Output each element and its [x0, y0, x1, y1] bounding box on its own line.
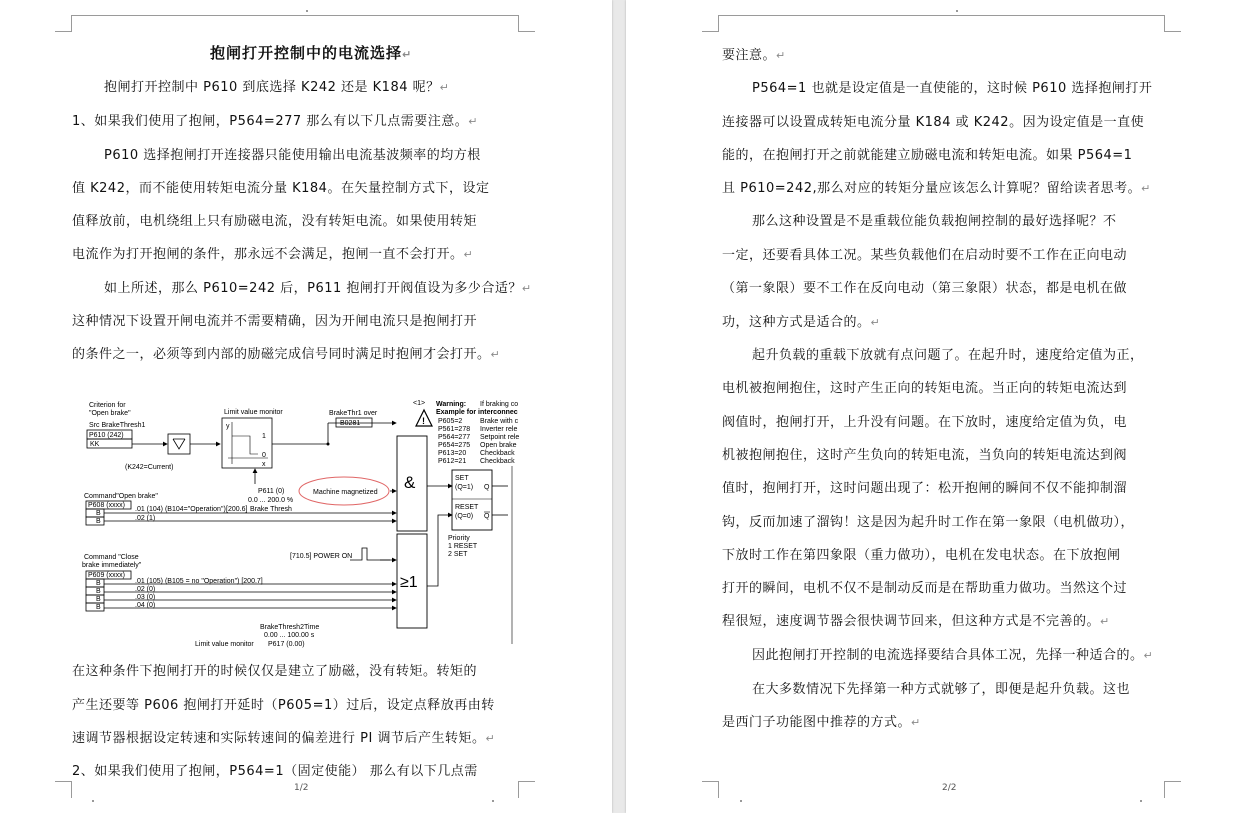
footer-dot — [740, 800, 742, 802]
param-desc: Brake with c — [480, 418, 519, 425]
power-on-label: [710.5] POWER ON — [290, 553, 353, 560]
q-label: Q — [484, 484, 490, 491]
paragraph-line: 起升负载的重载下放就有点问题了。在起升时，速度给定值为正， — [752, 348, 1144, 363]
p609-label: P609 (xxxx) — [88, 572, 125, 579]
corner-mark — [518, 781, 535, 798]
power-on-pulse — [350, 548, 390, 560]
p610-label: P610 (242) — [89, 432, 124, 439]
p608-label: P608 (xxxx) — [88, 502, 125, 509]
warning-number: <1> — [413, 400, 426, 407]
junction-dot — [327, 443, 330, 446]
b-label: B — [96, 588, 101, 595]
paragraph-line: 阀值时，抱闸打开，上升没有问题。在下放时，速度给定值为负，电 — [722, 415, 1128, 430]
x-axis-label: x — [262, 461, 266, 468]
paragraph-line: 2、如果我们使用了抱闸，P564=1（固定使能） 那么有以下几点需 — [72, 764, 478, 779]
b-box — [86, 579, 104, 587]
set-q1-label: (Q=1) — [455, 484, 474, 491]
paragraph-line: 抱闸打开控制中 P610 到底选择 K242 还是 K184 呢？↵ — [104, 80, 450, 95]
function-diagram — [80, 396, 520, 648]
open-02-label: .02 (1) — [135, 515, 156, 522]
param-code: P561=278 — [438, 426, 471, 433]
paragraph-line: 机被抱闸抱住，这时产生负向的转矩电流，当负向的转矩电流达到阀 — [722, 448, 1128, 463]
paragraph-line: 钩，反而加速了溜钩！这是因为起升时工作在第一象限（电机做功）， — [722, 515, 1135, 530]
machine-magnetized-label: Machine magnetized — [313, 489, 378, 496]
src-thresh-label: Src BrakeThresh1 — [89, 422, 146, 429]
header-line — [718, 15, 1164, 16]
paragraph-line: 在这种条件下抱闸打开的时候仅仅是建立了励磁，没有转矩。转矩的 — [72, 664, 478, 679]
paragraph-line: 要注意。↵ — [722, 48, 786, 63]
limit-monitor-label: Limit value monitor — [224, 409, 283, 416]
corner-mark — [1164, 781, 1181, 798]
paragraph-line: 值释放前，电机绕组上只有励磁电流，没有转矩电流。如果使用转矩 — [72, 214, 478, 229]
p617-label: P617 (0.00) — [268, 641, 305, 648]
warning-label: Warning: — [436, 401, 467, 408]
paragraph-line: 这种情况下设置开闸电流并不需要精确，因为开闸电流只是抱闸打开 — [72, 314, 478, 329]
param-desc: Checkback — [480, 450, 515, 457]
corner-mark — [702, 15, 719, 32]
zero-label: 0 — [262, 452, 266, 459]
param-desc: Setpoint rele — [480, 434, 520, 441]
paragraph-line: 的条件之一，必须等到内部的励磁完成信号同时满足时抱闸才会打开。↵ — [72, 347, 501, 362]
document-page-2 — [626, 0, 1233, 813]
paragraph-line: 在大多数情况下先择第一种方式就够了，即便是起升负载。这也 — [752, 682, 1131, 697]
reset-label: RESET — [455, 504, 479, 511]
p611-range-label: 0.0 ... 200.0 % — [248, 497, 294, 504]
open-01-label: .01 (104) (B104="Operation") — [135, 506, 226, 513]
paragraph-line: 一定，还要看具体工况。某些负载他们在启动时要不工作在正向电动 — [722, 248, 1128, 263]
limit-monitor-bottom-label: Limit value monitor — [195, 641, 254, 648]
brakethresh2-label: BrakeThresh2Time — [260, 624, 320, 631]
corner-mark — [702, 781, 719, 798]
paragraph-line: 是西门子功能图中推荐的方式。↵ — [722, 715, 921, 730]
k242-label: (K242=Current) — [125, 464, 174, 471]
b-label: B — [96, 596, 101, 603]
paragraph-line: 电机被抱闸抱住，这时产生正向的转矩电流。当正向的转矩电流达到 — [722, 381, 1128, 396]
document-page-1 — [0, 0, 612, 813]
footer-dot — [1140, 800, 1142, 802]
brake-thresh-label: Brake Thresh — [250, 506, 292, 513]
close-row-label: .01 (105) (B105 = no "Operation") [200.7] — [135, 578, 263, 585]
paragraph-line: P610 选择抱闸打开连接器只能使用输出电流基波频率的均方根 — [104, 148, 481, 163]
header-dot — [956, 10, 958, 12]
paragraph-line: 如上所述，那么 P610=242 后，P611 抱闸打开阀值设为多少合适？↵ — [104, 281, 532, 296]
reset-q0-label: (Q=0) — [455, 513, 474, 520]
b-label: B — [96, 604, 101, 611]
param-desc: Open brake — [480, 442, 517, 449]
b-label: B — [96, 580, 101, 587]
brakethr-over-label: BrakeThr1 over — [329, 410, 378, 417]
abs-block — [168, 434, 190, 454]
qbar-label: Q — [484, 513, 490, 520]
one-label: 1 — [262, 433, 266, 440]
header-line — [71, 15, 518, 16]
page-number: 1/2 — [294, 783, 309, 793]
paragraph-line: 因此抱闸打开控制的电流选择要结合具体工况，先择一种适合的。↵ — [752, 648, 1154, 663]
paragraph-line: 值 K242，而不能使用转矩电流分量 K184。在矢量控制方式下，设定 — [72, 181, 490, 196]
page-title: 抱闸打开控制中的电流选择↵ — [210, 44, 413, 62]
example-label: Example for interconnec — [436, 409, 518, 416]
priority-reset-label: 1 RESET — [448, 543, 478, 550]
param-desc: Checkback — [480, 458, 515, 465]
page-gap — [612, 0, 626, 813]
b-box — [86, 603, 104, 611]
paragraph-line: 值时，抱闸打开，这时问题出现了：松开抱闸的瞬间不仅不能抑制溜 — [722, 481, 1128, 496]
paragraph-line: 那么这种设置是不是重载位能负载抱闸控制的最好选择呢？不 — [752, 214, 1117, 229]
close-rows — [86, 578, 396, 611]
svg-text:!: ! — [422, 416, 425, 426]
page-number: 2/2 — [942, 783, 957, 793]
close-row-label: .03 (0) — [135, 594, 156, 601]
abs-icon — [173, 439, 185, 449]
b-label: B — [96, 518, 101, 525]
corner-mark — [518, 15, 535, 32]
y-axis-label: y — [226, 423, 230, 430]
param-list — [438, 418, 519, 465]
param-code: P564=277 — [438, 434, 471, 441]
cmd-open-label: Command"Open brake" — [84, 493, 158, 500]
corner-mark — [55, 15, 72, 32]
param-code: P654=275 — [438, 442, 471, 449]
criterion-label-2: "Open brake" — [89, 410, 131, 417]
paragraph-line: 打开的瞬间，电机不仅不是制动反而是在帮助重力做功。当然这个过 — [722, 581, 1128, 596]
paragraph-line: P564=1 也就是设定值是一直使能的，这时候 P610 选择抱闸打开 — [752, 81, 1153, 96]
paragraph-line: 功，这种方式是适合的。↵ — [722, 315, 881, 330]
close-row-label: .02 (0) — [135, 586, 156, 593]
paragraph-line: 1、如果我们使用了抱闸，P564=277 那么有以下几点需要注意。↵ — [72, 114, 478, 129]
corner-mark — [55, 781, 72, 798]
corner-mark — [1164, 15, 1181, 32]
paragraph-line: 速调节器根据设定转速和实际转速间的偏差进行 PI 调节后产生转矩。↵ — [72, 731, 496, 746]
p611-label: P611 (0) — [258, 488, 285, 495]
if-braking-label: If braking co — [480, 401, 519, 408]
paragraph-line: （第一象限）要不工作在反向电动（第三象限）状态，都是电机在做 — [722, 281, 1128, 296]
set-label: SET — [455, 475, 469, 482]
footer-dot — [492, 800, 494, 802]
paragraph-line: 且 P610=242,那么对应的转矩分量应该怎么计算呢？留给读者思考。↵ — [722, 181, 1151, 196]
or-symbol: ≥1 — [400, 574, 418, 591]
b-box — [86, 509, 104, 517]
open-01-val: [200.6] — [226, 506, 248, 513]
param-desc: Inverter rele — [480, 426, 518, 433]
hysteresis-curve — [232, 436, 258, 454]
b0281-label: B0281 — [340, 420, 361, 427]
priority-set-label: 2 SET — [448, 551, 468, 558]
paragraph-line: 下放时工作在第四象限（重力做功），电机在发电状态。在下放抱闸 — [722, 548, 1121, 563]
paragraph-line: 产生还要等 P606 抱闸打开延时（P605=1）过后，设定点释放再由转 — [72, 698, 495, 713]
b-box — [86, 595, 104, 603]
paragraph-line: 电流作为打开抱闸的条件，那永远不会满足，抱闸一直不会打开。↵ — [72, 247, 474, 262]
param-code: P613=20 — [438, 450, 467, 457]
param-code: P612=21 — [438, 458, 467, 465]
cmd-close-label: Command "Close — [84, 554, 139, 561]
close-row-label: .04 (0) — [135, 602, 156, 609]
header-dot — [306, 10, 308, 12]
b-box — [86, 517, 104, 525]
paragraph-line: 连接器可以设置成转矩电流分量 K184 或 K242。因为设定值是一直使 — [722, 115, 1145, 130]
kk-label: KK — [90, 441, 100, 448]
b-label: B — [96, 510, 101, 517]
priority-label: Priority — [448, 535, 470, 542]
criterion-label: Criterion for — [89, 402, 126, 409]
b-box — [86, 587, 104, 595]
paragraph-line: 能的，在抱闸打开之前就能建立励磁电流和转矩电流。如果 P564=1 — [722, 148, 1133, 163]
param-code: P605=2 — [438, 418, 463, 425]
footer-dot — [92, 800, 94, 802]
paragraph-line: 程很短，速度调节器会很快调节回来，但这种方式是不完善的。↵ — [722, 614, 1110, 629]
brakethresh2-range: 0.00 ... 100.00 s — [264, 632, 315, 639]
cmd-close-label-2: brake immediately" — [82, 562, 142, 569]
and-symbol: & — [404, 473, 416, 492]
